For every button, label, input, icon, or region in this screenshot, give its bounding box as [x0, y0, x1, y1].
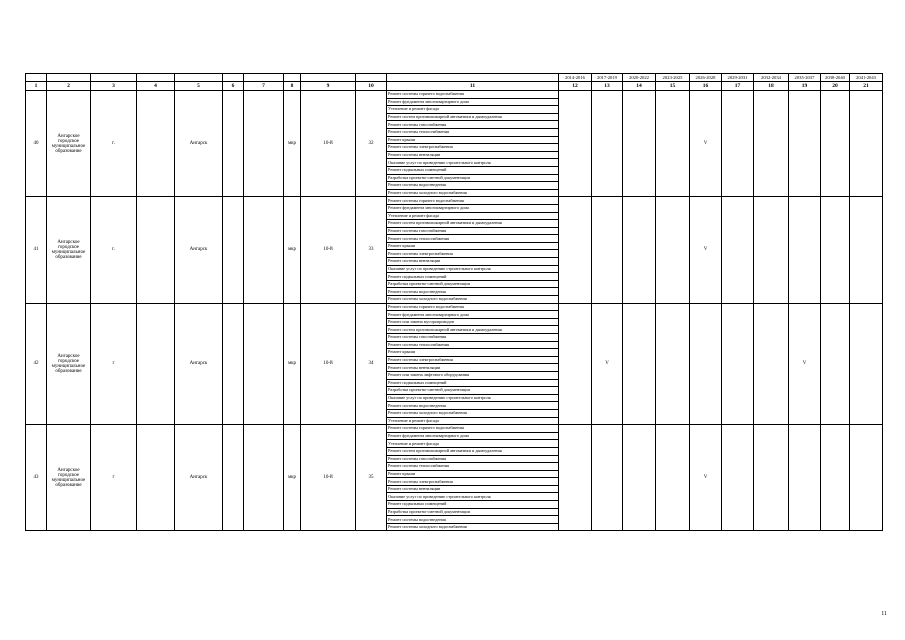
column-number: 15: [656, 82, 690, 91]
work-type-cell: Оказание услуг по проведению строительного контроля: [387, 493, 559, 501]
column-number: 9: [301, 82, 356, 91]
empty-cell: [137, 303, 175, 425]
period-cell: [850, 425, 883, 531]
empty-cell: [244, 197, 284, 303]
settlement-type-cell: г.: [91, 197, 137, 303]
period-cell: [722, 197, 754, 303]
work-type-cell: Ремонт системы электроснабжения: [387, 478, 559, 486]
work-type-cell: Оказание услуг по проведению строительного контроля: [387, 394, 559, 402]
street-type-cell: мкр: [284, 303, 301, 425]
street-type-cell: мкр: [284, 197, 301, 303]
column-number: 19: [789, 82, 821, 91]
work-type-cell: Ремонт системы газоснабжения: [387, 455, 559, 463]
period-mark: V: [592, 303, 623, 425]
period-cell: [850, 91, 883, 197]
row-number: 43: [26, 425, 47, 531]
work-type-cell: Ремонт системы холодного водоснабжения: [387, 409, 559, 417]
street-type-cell: мкр: [284, 425, 301, 531]
work-type-cell: Ремонт системы горячего водоснабжения: [387, 91, 559, 99]
column-number: 10: [356, 82, 387, 91]
municipality-cell: Ангарское городское муниципальное образование: [47, 91, 91, 197]
year-header: 2014-2016: [559, 74, 592, 82]
work-type-cell: Ремонт системы водоотведения: [387, 516, 559, 524]
house-number-cell: 34: [356, 303, 387, 425]
work-type-cell: Ремонт системы вентиляции: [387, 485, 559, 493]
period-cell: [821, 91, 850, 197]
work-type-cell: Ремонт системы электроснабжения: [387, 250, 559, 258]
row-number: 42: [26, 303, 47, 425]
work-type-cell: Ремонт системы теплоснабжения: [387, 463, 559, 471]
work-type-cell: Ремонт подвальных помещений: [387, 501, 559, 509]
work-type-cell: Ремонт системы вентиляции: [387, 258, 559, 266]
work-type-cell: Ремонт крыши: [387, 470, 559, 478]
period-cell: [623, 303, 656, 425]
period-cell: [821, 425, 850, 531]
work-type-cell: Разработка проектно-сметной документации: [387, 387, 559, 395]
house-number-cell: 32: [356, 91, 387, 197]
column-number: 16: [690, 82, 722, 91]
page-number: 11: [881, 611, 887, 617]
work-type-cell: Ремонт системы вентиляции: [387, 364, 559, 372]
work-type-cell: Ремонт системы горячего водоснабжения: [387, 197, 559, 205]
work-type-cell: Ремонт системы газоснабжения: [387, 227, 559, 235]
period-cell: [789, 197, 821, 303]
column-number: 2: [47, 82, 91, 91]
work-type-cell: Ремонт систем противопожарной автоматики и дымоудаления: [387, 113, 559, 121]
work-type-cell: Утепление и ремонт фасада: [387, 440, 559, 448]
work-type-cell: Ремонт подвальных помещений: [387, 379, 559, 387]
street-cell: 10-й: [301, 91, 356, 197]
column-number: 6: [223, 82, 244, 91]
header-empty-cell: [356, 74, 387, 82]
work-type-cell: Ремонт системы электроснабжения: [387, 144, 559, 152]
work-type-cell: Утепление и ремонт фасада: [387, 212, 559, 220]
work-type-cell: Ремонт крыши: [387, 349, 559, 357]
header-empty-cell: [137, 74, 175, 82]
header-empty-cell: [91, 74, 137, 82]
empty-cell: [223, 91, 244, 197]
period-cell: [722, 303, 754, 425]
year-header: 2032-2034: [754, 74, 789, 82]
capital-repair-schedule-table: [25, 73, 883, 531]
empty-cell: [244, 303, 284, 425]
work-type-cell: Ремонт системы вентиляции: [387, 151, 559, 159]
empty-cell: [137, 197, 175, 303]
year-header: 2017-2019: [592, 74, 623, 82]
column-number: 1: [26, 82, 47, 91]
work-type-cell: Ремонт подвальных помещений: [387, 273, 559, 281]
empty-cell: [223, 197, 244, 303]
table-row: [26, 425, 883, 433]
column-number: 3: [91, 82, 137, 91]
period-cell: [722, 91, 754, 197]
work-type-cell: Ремонт системы теплоснабжения: [387, 235, 559, 243]
period-cell: [559, 303, 592, 425]
street-type-cell: мкр: [284, 91, 301, 197]
period-cell: [656, 425, 690, 531]
year-header: 2041-2043: [850, 74, 883, 82]
work-type-cell: Ремонт систем противопожарной автоматики и дымоудаления: [387, 220, 559, 228]
city-cell: Ангарск: [175, 91, 223, 197]
period-cell: [656, 303, 690, 425]
empty-cell: [137, 425, 175, 531]
period-cell: [722, 425, 754, 531]
period-cell: [690, 303, 722, 425]
year-header: 2026-2028: [690, 74, 722, 82]
work-type-cell: Ремонт подвальных помещений: [387, 166, 559, 174]
column-number: 13: [592, 82, 623, 91]
column-numbers-row: [26, 82, 883, 91]
years-header-row: [26, 74, 883, 82]
work-type-cell: Ремонт системы теплоснабжения: [387, 128, 559, 136]
period-cell: [789, 425, 821, 531]
column-number: 21: [850, 82, 883, 91]
column-number: 18: [754, 82, 789, 91]
column-number: 7: [244, 82, 284, 91]
period-mark: V: [690, 425, 722, 531]
period-cell: [623, 91, 656, 197]
row-number: 41: [26, 197, 47, 303]
header-empty-cell: [47, 74, 91, 82]
table-row: [26, 197, 883, 205]
period-cell: [592, 91, 623, 197]
work-type-cell: Ремонт системы теплоснабжения: [387, 341, 559, 349]
year-header: 2020-2022: [623, 74, 656, 82]
city-cell: Ангарск: [175, 197, 223, 303]
work-type-cell: Ремонт системы холодного водоснабжения: [387, 296, 559, 304]
work-type-cell: Оказание услуг по проведению строительного контроля: [387, 265, 559, 273]
period-cell: [821, 303, 850, 425]
column-number: 5: [175, 82, 223, 91]
empty-cell: [244, 91, 284, 197]
city-cell: Ангарск: [175, 425, 223, 531]
work-type-cell: Ремонт системы горячего водоснабжения: [387, 303, 559, 311]
work-type-cell: Ремонт системы водоотведения: [387, 182, 559, 190]
work-type-cell: Утепление и ремонт фасада: [387, 106, 559, 114]
work-type-cell: Ремонт систем противопожарной автоматики и дымоудаления: [387, 447, 559, 455]
work-type-cell: Ремонт или замена мусоропроводов: [387, 318, 559, 326]
year-header: 2023-2025: [656, 74, 690, 82]
period-cell: [623, 197, 656, 303]
period-cell: [821, 197, 850, 303]
table-row: [26, 91, 883, 99]
period-cell: [754, 425, 789, 531]
work-type-cell: Ремонт крыши: [387, 242, 559, 250]
work-type-cell: Ремонт системы газоснабжения: [387, 121, 559, 129]
period-cell: [789, 91, 821, 197]
header-empty-cell: [387, 74, 559, 82]
work-type-cell: Ремонт системы горячего водоснабжения: [387, 425, 559, 433]
year-header: 2029-2031: [722, 74, 754, 82]
column-number: 4: [137, 82, 175, 91]
header-empty-cell: [244, 74, 284, 82]
column-number: 8: [284, 82, 301, 91]
work-type-cell: Разработка проектно-сметной документации: [387, 280, 559, 288]
work-type-cell: Ремонт фундамента многоквартирного дома: [387, 311, 559, 319]
empty-cell: [137, 91, 175, 197]
work-type-cell: Ремонт крыши: [387, 136, 559, 144]
empty-cell: [223, 303, 244, 425]
year-header: 2038-2040: [821, 74, 850, 82]
period-cell: [850, 303, 883, 425]
period-mark: V: [690, 91, 722, 197]
municipality-cell: Ангарское городское муниципальное образование: [47, 425, 91, 531]
work-type-cell: Ремонт системы холодного водоснабжения: [387, 523, 559, 531]
period-cell: [850, 197, 883, 303]
period-cell: [754, 303, 789, 425]
period-mark: V: [690, 197, 722, 303]
period-cell: [592, 425, 623, 531]
period-cell: [623, 425, 656, 531]
municipality-cell: Ангарское городское муниципальное образование: [47, 197, 91, 303]
header-empty-cell: [175, 74, 223, 82]
city-cell: Ангарск: [175, 303, 223, 425]
header-empty-cell: [26, 74, 47, 82]
column-number: 11: [387, 82, 559, 91]
empty-cell: [244, 425, 284, 531]
work-type-cell: Ремонт системы водоотведения: [387, 402, 559, 410]
work-type-cell: Ремонт систем противопожарной автоматики и дымоудаления: [387, 326, 559, 334]
settlement-type-cell: г: [91, 303, 137, 425]
work-type-cell: Ремонт фундамента многоквартирного дома: [387, 432, 559, 440]
work-type-cell: Ремонт системы электроснабжения: [387, 356, 559, 364]
work-type-cell: Ремонт фундамента многоквартирного дома: [387, 204, 559, 212]
work-type-cell: Ремонт или замена лифтового оборудования: [387, 371, 559, 379]
period-cell: [656, 91, 690, 197]
row-number: 40: [26, 91, 47, 197]
header-empty-cell: [301, 74, 356, 82]
municipality-cell: Ангарское городское муниципальное образование: [47, 303, 91, 425]
period-cell: [559, 197, 592, 303]
column-number: 14: [623, 82, 656, 91]
period-cell: [656, 197, 690, 303]
street-cell: 10-й: [301, 425, 356, 531]
table-body: [26, 74, 883, 531]
street-cell: 10-й: [301, 303, 356, 425]
settlement-type-cell: г: [91, 425, 137, 531]
period-mark: V: [789, 303, 821, 425]
empty-cell: [223, 425, 244, 531]
column-number: 12: [559, 82, 592, 91]
period-cell: [754, 197, 789, 303]
period-cell: [754, 91, 789, 197]
house-number-cell: 33: [356, 197, 387, 303]
settlement-type-cell: г.: [91, 91, 137, 197]
year-header: 2035-2037: [789, 74, 821, 82]
column-number: 17: [722, 82, 754, 91]
work-type-cell: Разработка проектно-сметной документации: [387, 508, 559, 516]
work-type-cell: Ремонт системы газоснабжения: [387, 334, 559, 342]
work-type-cell: Ремонт системы холодного водоснабжения: [387, 189, 559, 197]
work-type-cell: Ремонт системы водоотведения: [387, 288, 559, 296]
work-type-cell: Разработка проектно-сметной документации: [387, 174, 559, 182]
work-type-cell: Ремонт фундамента многоквартирного дома: [387, 98, 559, 106]
work-type-cell: Оказание услуг по проведению строительного контроля: [387, 159, 559, 167]
house-number-cell: 35: [356, 425, 387, 531]
period-cell: [592, 197, 623, 303]
table-row: [26, 303, 883, 311]
column-number: 20: [821, 82, 850, 91]
work-type-cell: Утепление и ремонт фасада: [387, 417, 559, 425]
header-empty-cell: [284, 74, 301, 82]
header-empty-cell: [223, 74, 244, 82]
period-cell: [559, 425, 592, 531]
street-cell: 10-й: [301, 197, 356, 303]
period-cell: [559, 91, 592, 197]
